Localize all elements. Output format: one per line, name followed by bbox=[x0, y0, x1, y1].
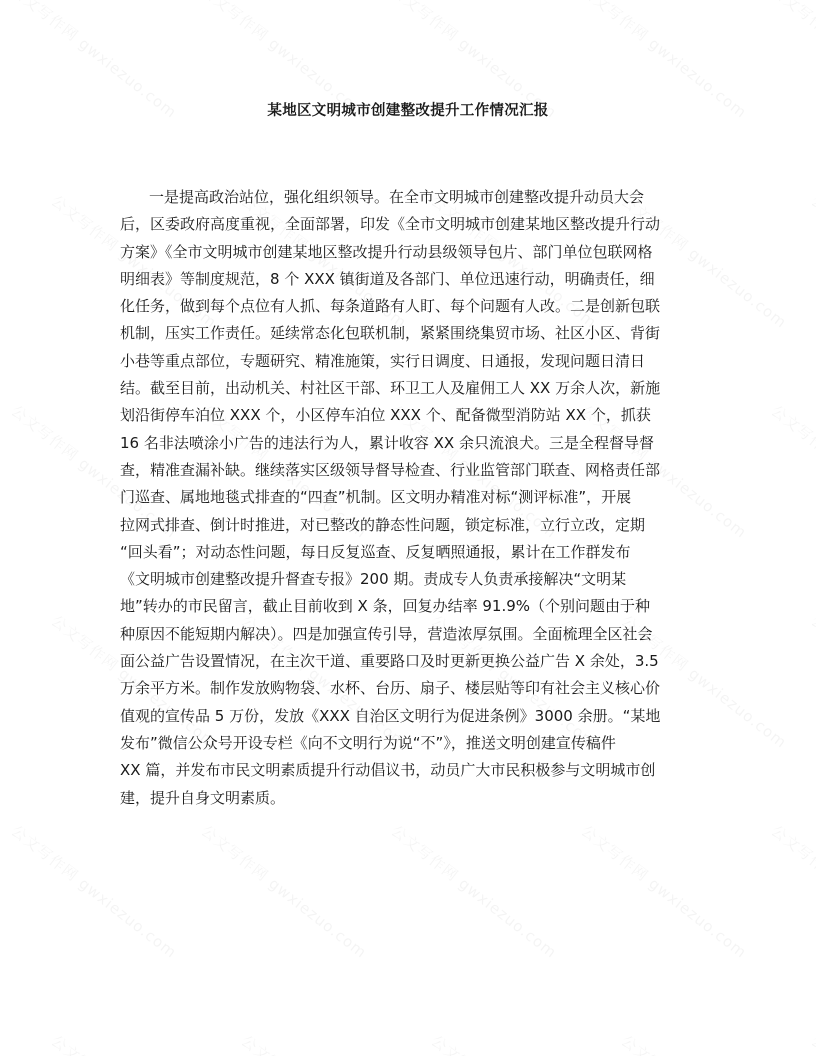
paragraph-line: 万余平方米。制作发放购物袋、水杯、台历、扇子、楼层贴等印有社会主义核心价 bbox=[120, 679, 661, 698]
paragraph-line: 《文明城市创建整改提升督查专报》200 期。责成专人负责承接解决“文明某 bbox=[120, 570, 627, 589]
paragraph-line: 明细表》等制度规范，8 个 XXX 镇街道及各部门、单位迅速行动，明确责任，细 bbox=[120, 269, 655, 288]
paragraph-line: 查，精准查漏补缺。继续落实区级领导督导检查、行业监管部门联查、网格责任部 bbox=[120, 460, 661, 479]
document-title: 某地区文明城市创建整改提升工作情况汇报 bbox=[267, 103, 549, 119]
paragraph-line: 小巷等重点部位，专题研究、精准施策，实行日调度、日通报，发现问题日清日 bbox=[120, 351, 646, 370]
paragraph-line: 种原因不能短期内解决）。四是加强宣传引导，营造浓厚氛围。全面梳理全区社会 bbox=[120, 624, 653, 643]
document-body bbox=[120, 184, 702, 812]
paragraph-line: 拉网式排查、倒计时推进，对已整改的静态性问题，锁定标准，立行立改，定期 bbox=[120, 515, 646, 534]
paragraph-line: 门巡查、属地地毯式排查的“四查”机制。区文明办精准对标“测评标准”，开展 bbox=[120, 488, 632, 507]
paragraph-line: 建，提升自身文明素质。 bbox=[120, 788, 286, 807]
paragraph-line: 后，区委政府高度重视，全面部署，印发《全市文明城市创建某地区整改提升行动 bbox=[120, 215, 661, 234]
paragraph-line: 面公益广告设置情况，在主次干道、重要路口及时更新更换公益广告 X 余处，3.5 bbox=[120, 652, 659, 671]
paragraph-line: 16 名非法喷涂小广告的违法行为人，累计收容 XX 余只流浪犬。三是全程督导督 bbox=[120, 433, 654, 452]
paragraph-line: 发布”微信公众号开设专栏《向不文明行为说“不”》，推送文明创建宣传稿件 bbox=[120, 733, 616, 752]
paragraph-line: 一是提高政治站位，强化组织领导。在全市文明城市创建整改提升动员大会 bbox=[149, 188, 645, 206]
paragraph-line: 值观的宣传品 5 万份，发放《XXX 自治区文明行为促进条例》3000 余册。“某地 bbox=[120, 706, 661, 725]
paragraph-line: 划沿街停车泊位 XXX 个，小区停车泊位 XXX 个、配备微型消防站 XX 个，抓获 bbox=[120, 406, 651, 425]
paragraph-line: 方案》《全市文明城市创建某地区整改提升行动县级领导包片、部门单位包联网格 bbox=[120, 242, 653, 261]
paragraph-line: 结。截至目前，出动机关、村社区干部、环卫工人及雇佣工人 XX 万余人次，新施 bbox=[120, 379, 661, 398]
paragraph-line: 地”转办的市民留言，截止目前收到 X 条，回复办结率 91.9%（个别问题由于种 bbox=[120, 597, 651, 616]
paragraph-line: 化任务，做到每个点位有人抓、每条道路有人盯、每个问题有人改。二是创新包联 bbox=[120, 297, 661, 316]
paragraph-line: “回头看”；对动态性问题，每日反复巡查、反复晒照通报，累计在工作群发布 bbox=[120, 542, 631, 561]
paragraph-line: 机制，压实工作责任。延续常态化包联机制，紧紧围绕集贸市场、社区小区、背街 bbox=[120, 324, 661, 343]
paragraph-line: XX 篇，并发布市民文明素质提升行动倡议书，动员广大市民积极参与文明城市创 bbox=[120, 761, 656, 780]
